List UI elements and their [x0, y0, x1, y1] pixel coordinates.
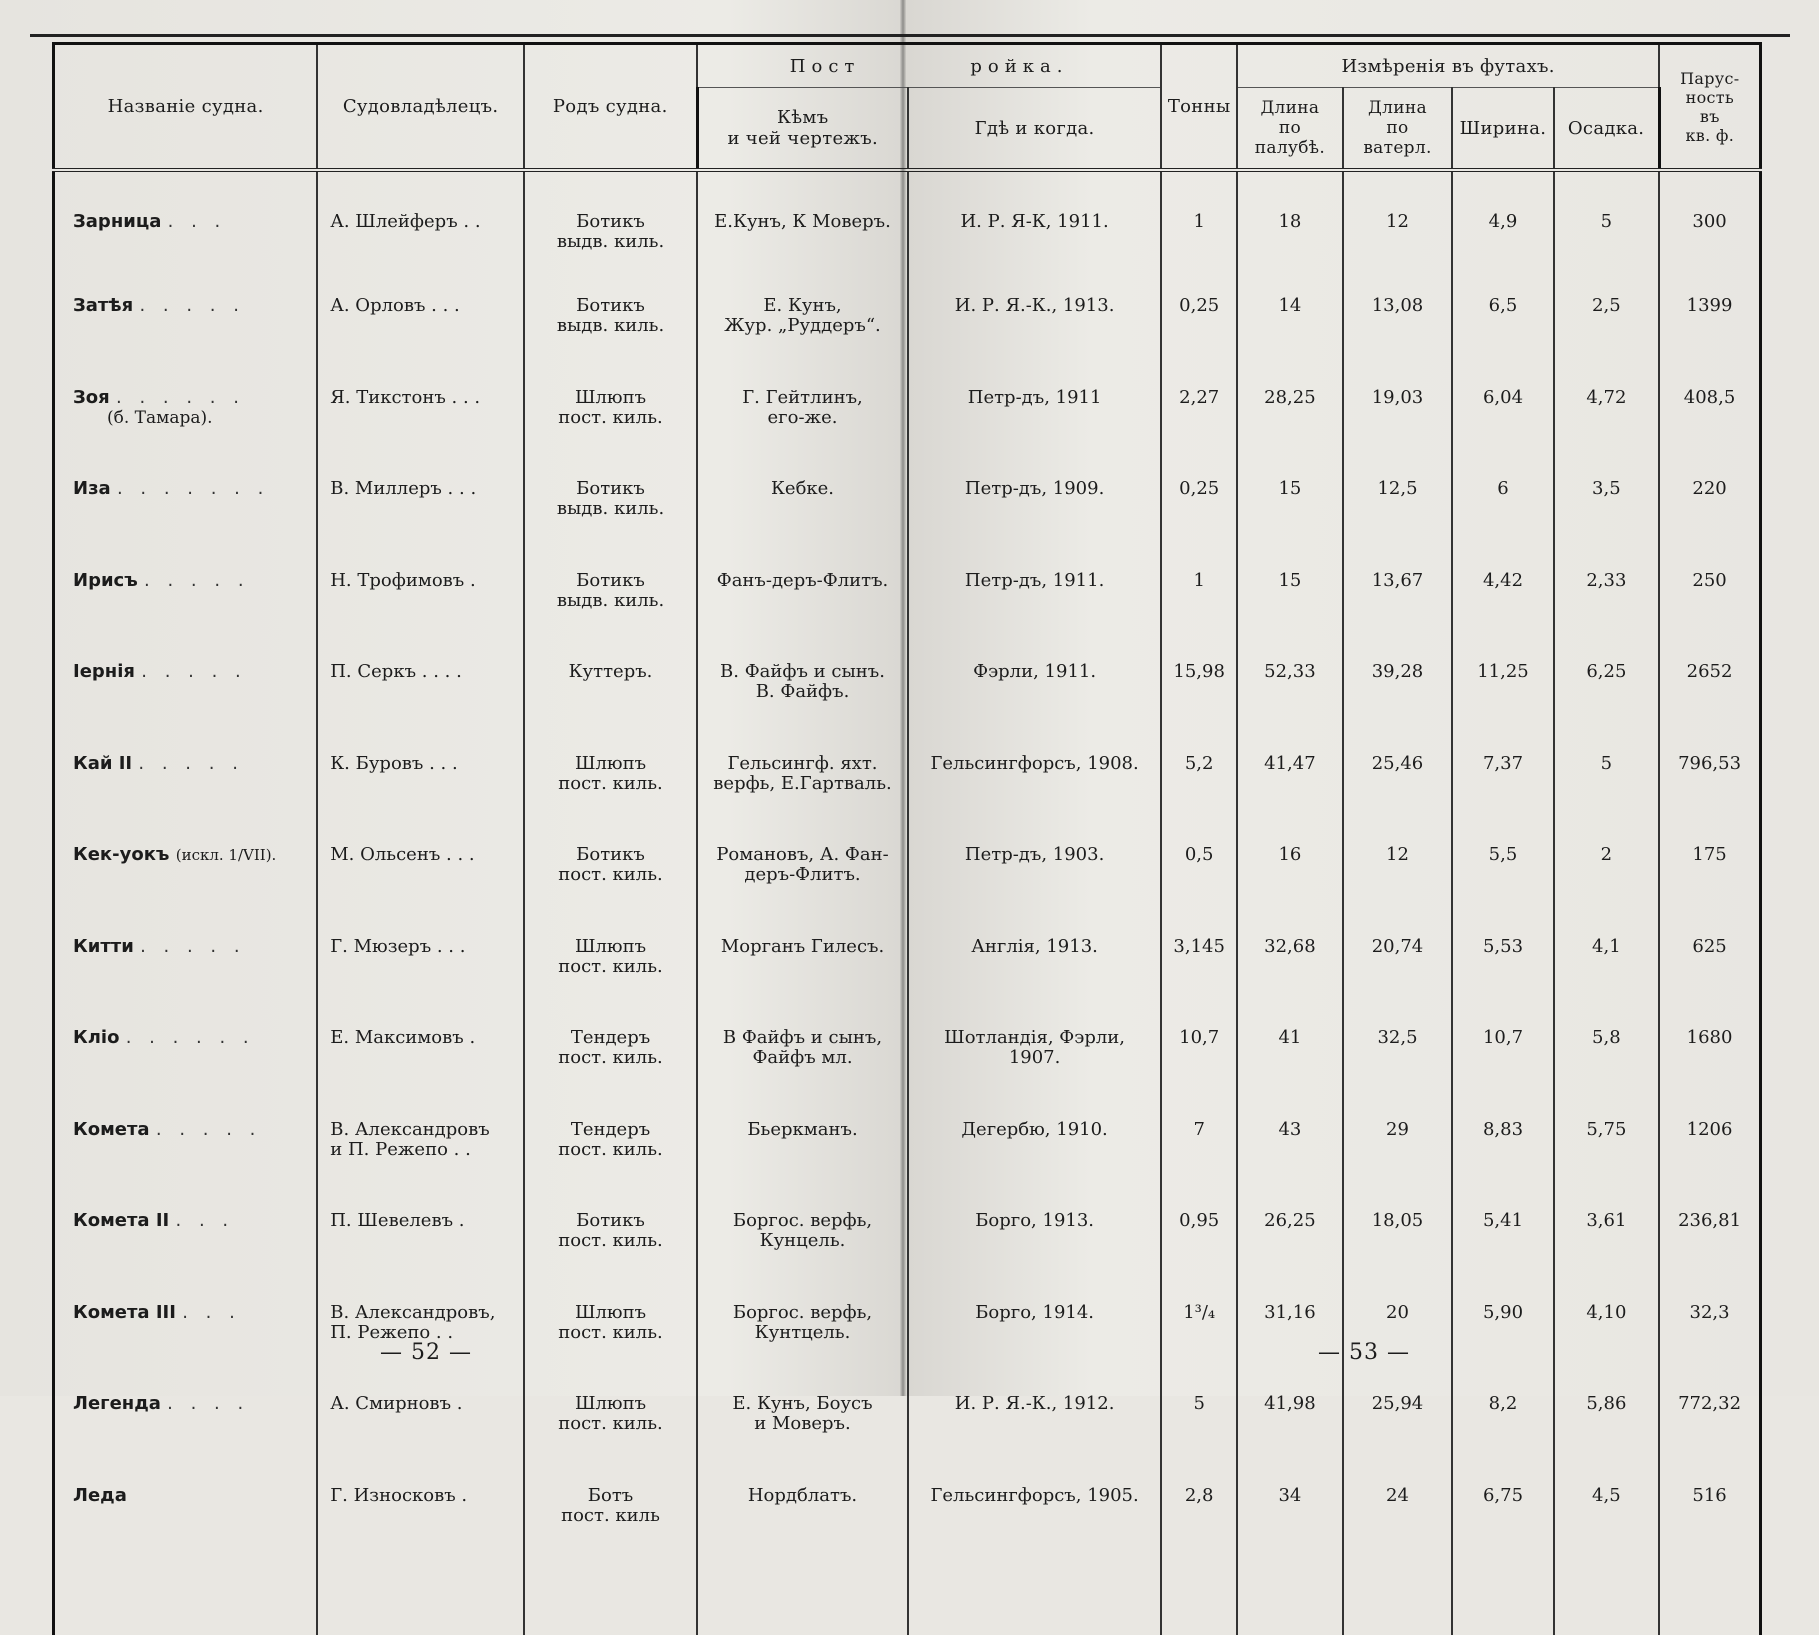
sail-area-cell: 408,5: [1659, 364, 1760, 456]
vessel-type-cell: Шлюпъ пост. киль.: [524, 364, 697, 456]
leader-dots: . . . . . .: [116, 386, 245, 408]
page-number-left: — 52 —: [380, 1340, 472, 1365]
vessel-type-cell: Шлюпъ пост. киль.: [524, 913, 697, 1005]
empty-cell: [1237, 1553, 1342, 1635]
table-row: [54, 364, 1761, 456]
vessel-type-cell: Ботикъ выдв. киль.: [524, 272, 697, 364]
owner-cell: Г. Мюзеръ . . .: [317, 913, 524, 1005]
sail-area-cell: 1399: [1659, 272, 1760, 364]
owner-cell: В. Александровъ и П. Режепо . .: [317, 1096, 524, 1188]
width-cell: 6,75: [1452, 1462, 1553, 1554]
empty-cell: [1343, 1553, 1453, 1635]
vessel-name: Китти: [73, 935, 134, 957]
owner-cell: Е. Максимовъ .: [317, 1004, 524, 1096]
table-filler-row: [54, 1553, 1761, 1635]
top-rule: [30, 34, 1790, 37]
sail-area-cell: 32,3: [1659, 1279, 1760, 1371]
wl-length-cell: 20: [1343, 1279, 1453, 1371]
width-cell: 5,53: [1452, 913, 1553, 1005]
header-construction: [697, 44, 1161, 88]
vessel-name-cell: [54, 1004, 318, 1096]
header-type: Родъ судна.: [524, 44, 697, 171]
width-cell: 6,5: [1452, 272, 1553, 364]
built-where-cell: Шотландія, Фэрли, 1907.: [908, 1004, 1161, 1096]
vessel-type-cell: Шлюпъ пост. киль.: [524, 1370, 697, 1462]
wl-length-cell: 24: [1343, 1462, 1453, 1554]
deck-length-cell: 41: [1237, 1004, 1342, 1096]
draft-cell: 3,61: [1554, 1187, 1660, 1279]
designer-cell: Нордблатъ.: [697, 1462, 908, 1554]
table-row: [54, 547, 1761, 639]
vessel-name: Леда: [73, 1484, 127, 1506]
vessel-name-cell: [54, 821, 318, 913]
vessel-former-name: (б. Тамара).: [107, 407, 213, 428]
owner-cell: А. Шлейферъ . .: [317, 170, 524, 272]
header-wl-length: Длина по ватерл.: [1343, 88, 1453, 171]
tons-cell: 7: [1161, 1096, 1237, 1188]
vessel-name: Зарница: [73, 211, 162, 232]
vessel-name-cell: [54, 1096, 318, 1188]
tons-cell: 2,27: [1161, 364, 1237, 456]
draft-cell: 6,25: [1554, 638, 1660, 730]
wl-length-cell: 39,28: [1343, 638, 1453, 730]
owner-cell: П. Серкъ . . . .: [317, 638, 524, 730]
table-row: [54, 1370, 1761, 1462]
table-row: [54, 913, 1761, 1005]
vessel-type-cell: Ботикъ пост. киль.: [524, 1187, 697, 1279]
empty-cell: [54, 1553, 318, 1635]
built-where-cell: Борго, 1914.: [908, 1279, 1161, 1371]
vessel-name: Комета: [73, 1118, 150, 1140]
built-where-cell: И. Р. Я.-К., 1913.: [908, 272, 1161, 364]
vessel-name: Иза: [73, 478, 111, 499]
vessel-note: (искл. 1/VII).: [175, 846, 277, 864]
draft-cell: 5,8: [1554, 1004, 1660, 1096]
vessel-type-cell: Ботикъ выдв. киль.: [524, 455, 697, 547]
deck-length-cell: 28,25: [1237, 364, 1342, 456]
sail-area-cell: 1206: [1659, 1096, 1760, 1188]
deck-length-cell: 41,47: [1237, 730, 1342, 822]
draft-cell: 2,33: [1554, 547, 1660, 639]
draft-cell: 4,5: [1554, 1462, 1660, 1554]
width-cell: 6: [1452, 455, 1553, 547]
draft-cell: 5: [1554, 730, 1660, 822]
empty-cell: [697, 1553, 908, 1635]
owner-cell: В. Миллеръ . . .: [317, 455, 524, 547]
built-where-cell: Борго, 1913.: [908, 1187, 1161, 1279]
header-width: Ширина.: [1452, 88, 1553, 171]
wl-length-cell: 20,74: [1343, 913, 1453, 1005]
vessel-name: Комета II: [73, 1210, 170, 1231]
header-owner: Судовладѣлецъ.: [317, 44, 524, 171]
tons-cell: 15,98: [1161, 638, 1237, 730]
sail-area-cell: 516: [1659, 1462, 1760, 1554]
width-cell: 6,04: [1452, 364, 1553, 456]
built-where-cell: И. Р. Я-К, 1911.: [908, 170, 1161, 272]
leader-dots: . . . . .: [141, 661, 247, 682]
leader-dots: . . .: [175, 1210, 235, 1231]
designer-cell: Е. Кунъ, Жур. „Руддеръ“.: [697, 272, 908, 364]
yacht-register-table: [52, 42, 1762, 1635]
table-row: [54, 1096, 1761, 1188]
table-row: [54, 730, 1761, 822]
sail-area-cell: 796,53: [1659, 730, 1760, 822]
built-where-cell: Англія, 1913.: [908, 913, 1161, 1005]
vessel-name-cell: [54, 272, 318, 364]
owner-cell: А. Орловъ . . .: [317, 272, 524, 364]
header-tons: Тонны: [1161, 44, 1237, 171]
designer-cell: Боргос. верфь, Кунцель.: [697, 1187, 908, 1279]
built-where-cell: Дегербю, 1910.: [908, 1096, 1161, 1188]
wl-length-cell: 18,05: [1343, 1187, 1453, 1279]
vessel-name-cell: [54, 730, 318, 822]
designer-cell: Романовъ, А. Фан- деръ-Флитъ.: [697, 821, 908, 913]
owner-cell: П. Шевелевъ .: [317, 1187, 524, 1279]
header-construction-left: Пост: [789, 55, 861, 77]
table-row: [54, 1462, 1761, 1554]
owner-cell: В. Александровъ, П. Режепо . .: [317, 1279, 524, 1371]
header-name: Названіе судна.: [54, 44, 318, 171]
tons-cell: 10,7: [1161, 1004, 1237, 1096]
built-where-cell: И. Р. Я.-К., 1912.: [908, 1370, 1161, 1462]
owner-cell: М. Ольсенъ . . .: [317, 821, 524, 913]
designer-cell: В Файфъ и сынъ, Файфъ мл.: [697, 1004, 908, 1096]
header-designer: Кѣмъ и чей чертежъ.: [697, 88, 908, 171]
vessel-type-cell: Ботикъ пост. киль.: [524, 821, 697, 913]
wl-length-cell: 13,67: [1343, 547, 1453, 639]
draft-cell: 4,1: [1554, 913, 1660, 1005]
tons-cell: 0,25: [1161, 455, 1237, 547]
designer-cell: Морганъ Гилесъ.: [697, 913, 908, 1005]
designer-cell: Кебке.: [697, 455, 908, 547]
wl-length-cell: 19,03: [1343, 364, 1453, 456]
vessel-name: Ирисъ: [73, 569, 138, 591]
wl-length-cell: 25,46: [1343, 730, 1453, 822]
built-where-cell: Гельсингфорсъ, 1905.: [908, 1462, 1161, 1554]
deck-length-cell: 15: [1237, 455, 1342, 547]
draft-cell: 5: [1554, 170, 1660, 272]
header-sail: Парус- ность въ кв. ф.: [1659, 44, 1760, 171]
wl-length-cell: 12: [1343, 821, 1453, 913]
width-cell: 10,7: [1452, 1004, 1553, 1096]
vessel-name: Зоя: [73, 386, 110, 408]
wl-length-cell: 29: [1343, 1096, 1453, 1188]
table-row: [54, 272, 1761, 364]
leader-dots: . . . . .: [138, 752, 244, 774]
vessel-type-cell: Тендеръ пост. киль.: [524, 1004, 697, 1096]
designer-cell: Фанъ-деръ-Флитъ.: [697, 547, 908, 639]
tons-cell: 2,8: [1161, 1462, 1237, 1554]
tons-cell: 1: [1161, 547, 1237, 639]
deck-length-cell: 34: [1237, 1462, 1342, 1554]
draft-cell: 5,75: [1554, 1096, 1660, 1188]
vessel-name: Іернія: [73, 661, 135, 682]
header-draft: Осадка.: [1554, 88, 1660, 171]
deck-length-cell: 43: [1237, 1096, 1342, 1188]
vessel-name-cell: [54, 1370, 318, 1462]
empty-cell: [1452, 1553, 1553, 1635]
vessel-type-cell: Куттеръ.: [524, 638, 697, 730]
designer-cell: В. Файфъ и сынъ. В. Файфъ.: [697, 638, 908, 730]
draft-cell: 5,86: [1554, 1370, 1660, 1462]
leader-dots: . . . . . . .: [116, 478, 270, 499]
vessel-name: Комета III: [73, 1301, 176, 1323]
deck-length-cell: 15: [1237, 547, 1342, 639]
sail-area-cell: 236,81: [1659, 1187, 1760, 1279]
deck-length-cell: 41,98: [1237, 1370, 1342, 1462]
vessel-name: Затѣя: [73, 295, 134, 316]
designer-cell: Г. Гейтлинъ, его-же.: [697, 364, 908, 456]
tons-cell: 1³/₄: [1161, 1279, 1237, 1371]
deck-length-cell: 16: [1237, 821, 1342, 913]
header-dims: Измѣренія въ футахъ.: [1237, 44, 1659, 88]
page-number-right: — 53 —: [1318, 1340, 1410, 1365]
built-where-cell: Петр-дъ, 1911.: [908, 547, 1161, 639]
vessel-type-cell: Ботикъ выдв. киль.: [524, 547, 697, 639]
built-where-cell: Фэрли, 1911.: [908, 638, 1161, 730]
wl-length-cell: 32,5: [1343, 1004, 1453, 1096]
deck-length-cell: 31,16: [1237, 1279, 1342, 1371]
empty-cell: [317, 1553, 524, 1635]
draft-cell: 2: [1554, 821, 1660, 913]
vessel-name-cell: [54, 913, 318, 1005]
width-cell: 8,83: [1452, 1096, 1553, 1188]
sail-area-cell: 2652: [1659, 638, 1760, 730]
vessel-name-cell: [54, 1187, 318, 1279]
table-row: [54, 1187, 1761, 1279]
designer-cell: Гельсингф. яхт. верфь, Е.Гартваль.: [697, 730, 908, 822]
tons-cell: 0,95: [1161, 1187, 1237, 1279]
empty-cell: [1554, 1553, 1660, 1635]
leader-dots: . . . . .: [155, 1118, 262, 1140]
empty-cell: [1161, 1553, 1237, 1635]
designer-cell: Е.Кунъ, К Моверъ.: [697, 170, 908, 272]
sail-area-cell: 1680: [1659, 1004, 1760, 1096]
width-cell: 7,37: [1452, 730, 1553, 822]
vessel-name: Кек-уокъ: [73, 844, 170, 865]
width-cell: 11,25: [1452, 638, 1553, 730]
table-row: [54, 455, 1761, 547]
leader-dots: . . . . . .: [125, 1027, 255, 1048]
draft-cell: 2,5: [1554, 272, 1660, 364]
vessel-name: Кай II: [73, 752, 133, 774]
sail-area-cell: 175: [1659, 821, 1760, 913]
vessel-name-cell: [54, 170, 318, 272]
draft-cell: 4,72: [1554, 364, 1660, 456]
draft-cell: 3,5: [1554, 455, 1660, 547]
wl-length-cell: 13,08: [1343, 272, 1453, 364]
vessel-name-cell: [54, 364, 318, 456]
sail-area-cell: 772,32: [1659, 1370, 1760, 1462]
wl-length-cell: 12: [1343, 170, 1453, 272]
leader-dots: . . . .: [167, 1393, 250, 1414]
leader-dots: . . .: [167, 211, 227, 232]
built-where-cell: Гельсингфорсъ, 1908.: [908, 730, 1161, 822]
designer-cell: Бьеркманъ.: [697, 1096, 908, 1188]
empty-cell: [908, 1553, 1161, 1635]
table-row: [54, 1004, 1761, 1096]
deck-length-cell: 18: [1237, 170, 1342, 272]
sail-area-cell: 250: [1659, 547, 1760, 639]
table-row: [54, 170, 1761, 272]
built-where-cell: Петр-дъ, 1909.: [908, 455, 1161, 547]
wl-length-cell: 25,94: [1343, 1370, 1453, 1462]
header-deck-length: Длина по палубѣ.: [1237, 88, 1342, 171]
table-row: [54, 638, 1761, 730]
deck-length-cell: 52,33: [1237, 638, 1342, 730]
tons-cell: 3,145: [1161, 913, 1237, 1005]
built-where-cell: Петр-дъ, 1903.: [908, 821, 1161, 913]
leader-dots: . . . . .: [139, 295, 245, 316]
table-row: [54, 821, 1761, 913]
built-where-cell: Петр-дъ, 1911: [908, 364, 1161, 456]
draft-cell: 4,10: [1554, 1279, 1660, 1371]
wl-length-cell: 12,5: [1343, 455, 1453, 547]
width-cell: 5,90: [1452, 1279, 1553, 1371]
width-cell: 5,5: [1452, 821, 1553, 913]
deck-length-cell: 26,25: [1237, 1187, 1342, 1279]
width-cell: 4,42: [1452, 547, 1553, 639]
width-cell: 5,41: [1452, 1187, 1553, 1279]
vessel-name: Легенда: [73, 1393, 161, 1414]
vessel-name-cell: [54, 1279, 318, 1371]
sail-area-cell: 625: [1659, 913, 1760, 1005]
leader-dots: . . . . .: [144, 569, 250, 591]
vessel-name: Кліо: [73, 1027, 120, 1048]
owner-cell: Н. Трофимовъ .: [317, 547, 524, 639]
vessel-name-cell: [54, 455, 318, 547]
empty-cell: [1659, 1553, 1760, 1635]
sail-area-cell: 220: [1659, 455, 1760, 547]
tons-cell: 5,2: [1161, 730, 1237, 822]
owner-cell: К. Буровъ . . .: [317, 730, 524, 822]
designer-cell: Е. Кунъ, Боусъ и Моверъ.: [697, 1370, 908, 1462]
deck-length-cell: 32,68: [1237, 913, 1342, 1005]
tons-cell: 5: [1161, 1370, 1237, 1462]
sail-area-cell: 300: [1659, 170, 1760, 272]
vessel-type-cell: Тендеръ пост. киль.: [524, 1096, 697, 1188]
owner-cell: Г. Износковъ .: [317, 1462, 524, 1554]
vessel-name-cell: [54, 1462, 318, 1554]
designer-cell: Боргос. верфь, Кунтцель.: [697, 1279, 908, 1371]
width-cell: 8,2: [1452, 1370, 1553, 1462]
owner-cell: Я. Тикстонъ . . .: [317, 364, 524, 456]
deck-length-cell: 14: [1237, 272, 1342, 364]
empty-cell: [524, 1553, 697, 1635]
vessel-name-cell: [54, 638, 318, 730]
vessel-name-cell: [54, 547, 318, 639]
vessel-type-cell: Ботикъ выдв. киль.: [524, 170, 697, 272]
tons-cell: 0,25: [1161, 272, 1237, 364]
vessel-type-cell: Шлюпъ пост. киль.: [524, 730, 697, 822]
vessel-type-cell: Ботъ пост. киль: [524, 1462, 697, 1554]
table-row: [54, 1279, 1761, 1371]
width-cell: 4,9: [1452, 170, 1553, 272]
tons-cell: 1: [1161, 170, 1237, 272]
leader-dots: . . .: [182, 1301, 241, 1323]
leader-dots: . . . . .: [140, 935, 246, 957]
owner-cell: А. Смирновъ .: [317, 1370, 524, 1462]
vessel-type-cell: Шлюпъ пост. киль.: [524, 1279, 697, 1371]
header-where: Гдѣ и когда.: [908, 88, 1161, 171]
tons-cell: 0,5: [1161, 821, 1237, 913]
header-construction-right: ройка.: [970, 55, 1069, 77]
